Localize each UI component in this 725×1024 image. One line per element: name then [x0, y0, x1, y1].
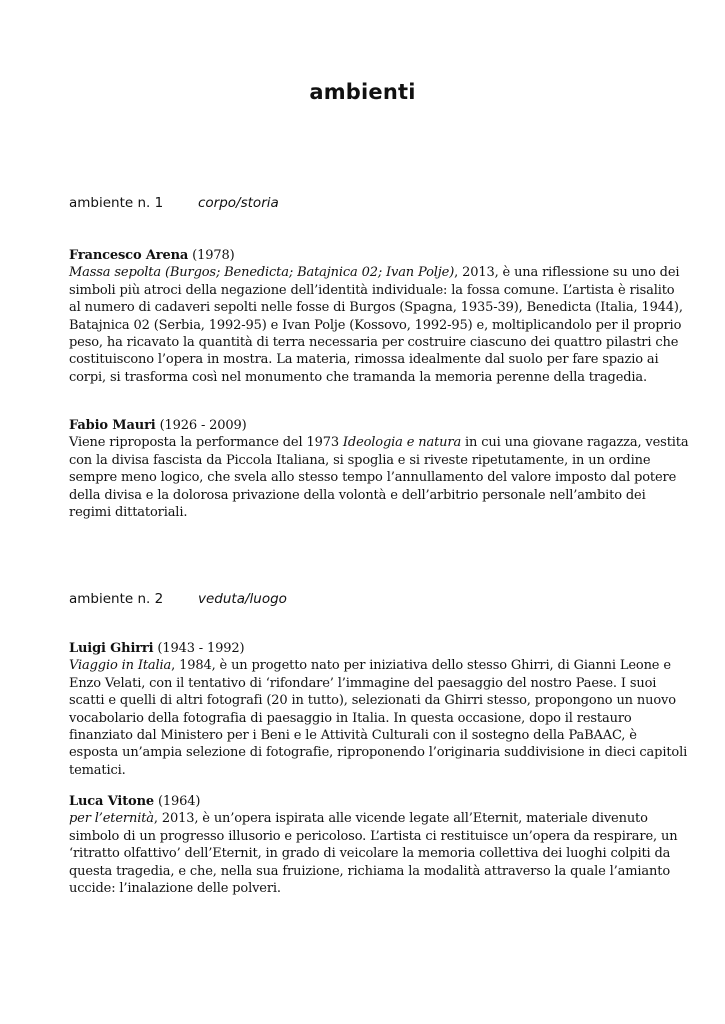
work-title: Ideologia e natura [342, 435, 462, 451]
artist-name: Luca Vitone [69, 794, 155, 809]
artist-dates: (1926 - 2009) [159, 418, 247, 433]
work-title: Massa sepolta (Burgos; Benedicta; Batajnica 02; Ivan Polje) [69, 265, 455, 281]
artist-description [69, 810, 689, 897]
artist-entry-ghirri [69, 640, 689, 779]
section-theme: corpo/storia [198, 195, 279, 211]
section-number: ambiente n. 2 [69, 591, 164, 607]
artist-description [69, 434, 689, 521]
artist-dates: (1964) [158, 794, 201, 809]
artist-name: Francesco Arena [69, 248, 189, 263]
artist-name: Fabio Mauri [69, 418, 156, 433]
artist-entry-mauri [69, 417, 689, 521]
artist-dates: (1978) [192, 248, 235, 263]
section-ambiente-2 [69, 589, 689, 897]
artist-entry-arena [69, 247, 689, 386]
section-ambiente-1 [69, 193, 689, 521]
description-text-before: Viene riproposta la performance del 1973 [69, 435, 343, 451]
work-title: per l’eternità [69, 811, 154, 827]
section-header [69, 193, 689, 213]
description-text: , 1984, è un progetto nato per iniziativa dello stesso Ghirri, di Gianni Leone e Enzo Velati, con il tentativo di ‘rifondare’ l’immagine del paesaggio del nostro Paese. I suoi scatti e quelli di altri fotografi (20 in tutto), selezionati da Ghirri stesso, propongono un nuovo vocabolario della fotografia di paesaggio in Italia. In questa occasione, dopo il restauro finanziato dal Ministero per i Beni e le Attività Culturali con il sostegno della PaBAAC, è esposta un’ampia selezione di fotografie, riproponendo l’originaria suddivisione in dieci capitoli tematici. [69, 658, 688, 778]
description-text: , 2013, è un’opera ispirata alle vicende legate all’Eternit, materiale divenuto simbolo di un progresso illusorio e pericoloso. L’artista ci restituisce un’opera da respirare, un ‘ritratto olfattivo’ dell’Eternit, in grado di veicolare la memoria collettiva dei luoghi colpiti da questa tragedia, e che, nella sua fruizione, richiama la modalità attraverso la quale l’amianto uccide: l’inalazione delle polveri. [69, 811, 678, 897]
artist-description [69, 264, 689, 386]
page-title: ambienti [309, 80, 416, 104]
work-title: Viaggio in Italia [69, 658, 172, 674]
description-text: , 2013, è una riflessione su uno dei simboli più atroci della negazione dell’identità individuale: la fossa comune. L’artista è risalito al numero di cadaveri sepolti nelle fosse di Burgos (Spagna, 1935-39), Benedicta (Italia, 1944), Batajnica 02 (Serbia, 1992-95) e Ivan Polje (Kossovo, 1992-95) e, moltiplicandolo per il proprio peso, ha ricavato la quantità di terra necessaria per costruire ciascuno dei quattro pilastri che costituiscono l’opera in mostra. La materia, rimossa idealmente dal suolo per fare spazio ai corpi, si trasforma così nel monumento che tramanda la memoria perenne della tragedia. [69, 265, 683, 385]
artist-dates: (1943 - 1992) [157, 641, 245, 656]
artist-entry-vitone [69, 793, 689, 897]
section-number: ambiente n. 1 [69, 195, 164, 211]
artist-name: Luigi Ghirri [69, 641, 154, 656]
section-theme: veduta/luogo [198, 591, 287, 607]
artist-description [69, 657, 689, 779]
description-text: in cui una giovane ragazza, vestita con la divisa fascista da Piccola Italiana, si spoglia e si riveste ripetutamente, in un ordine sempre meno logico, che svela allo stesso tempo l’annullamento del valore imposto dal potere della divisa e la dolorosa privazione della volontà e dell’arbitrio personale nell’ambito dei regimi dittatoriali. [69, 435, 689, 521]
section-header [69, 589, 689, 609]
